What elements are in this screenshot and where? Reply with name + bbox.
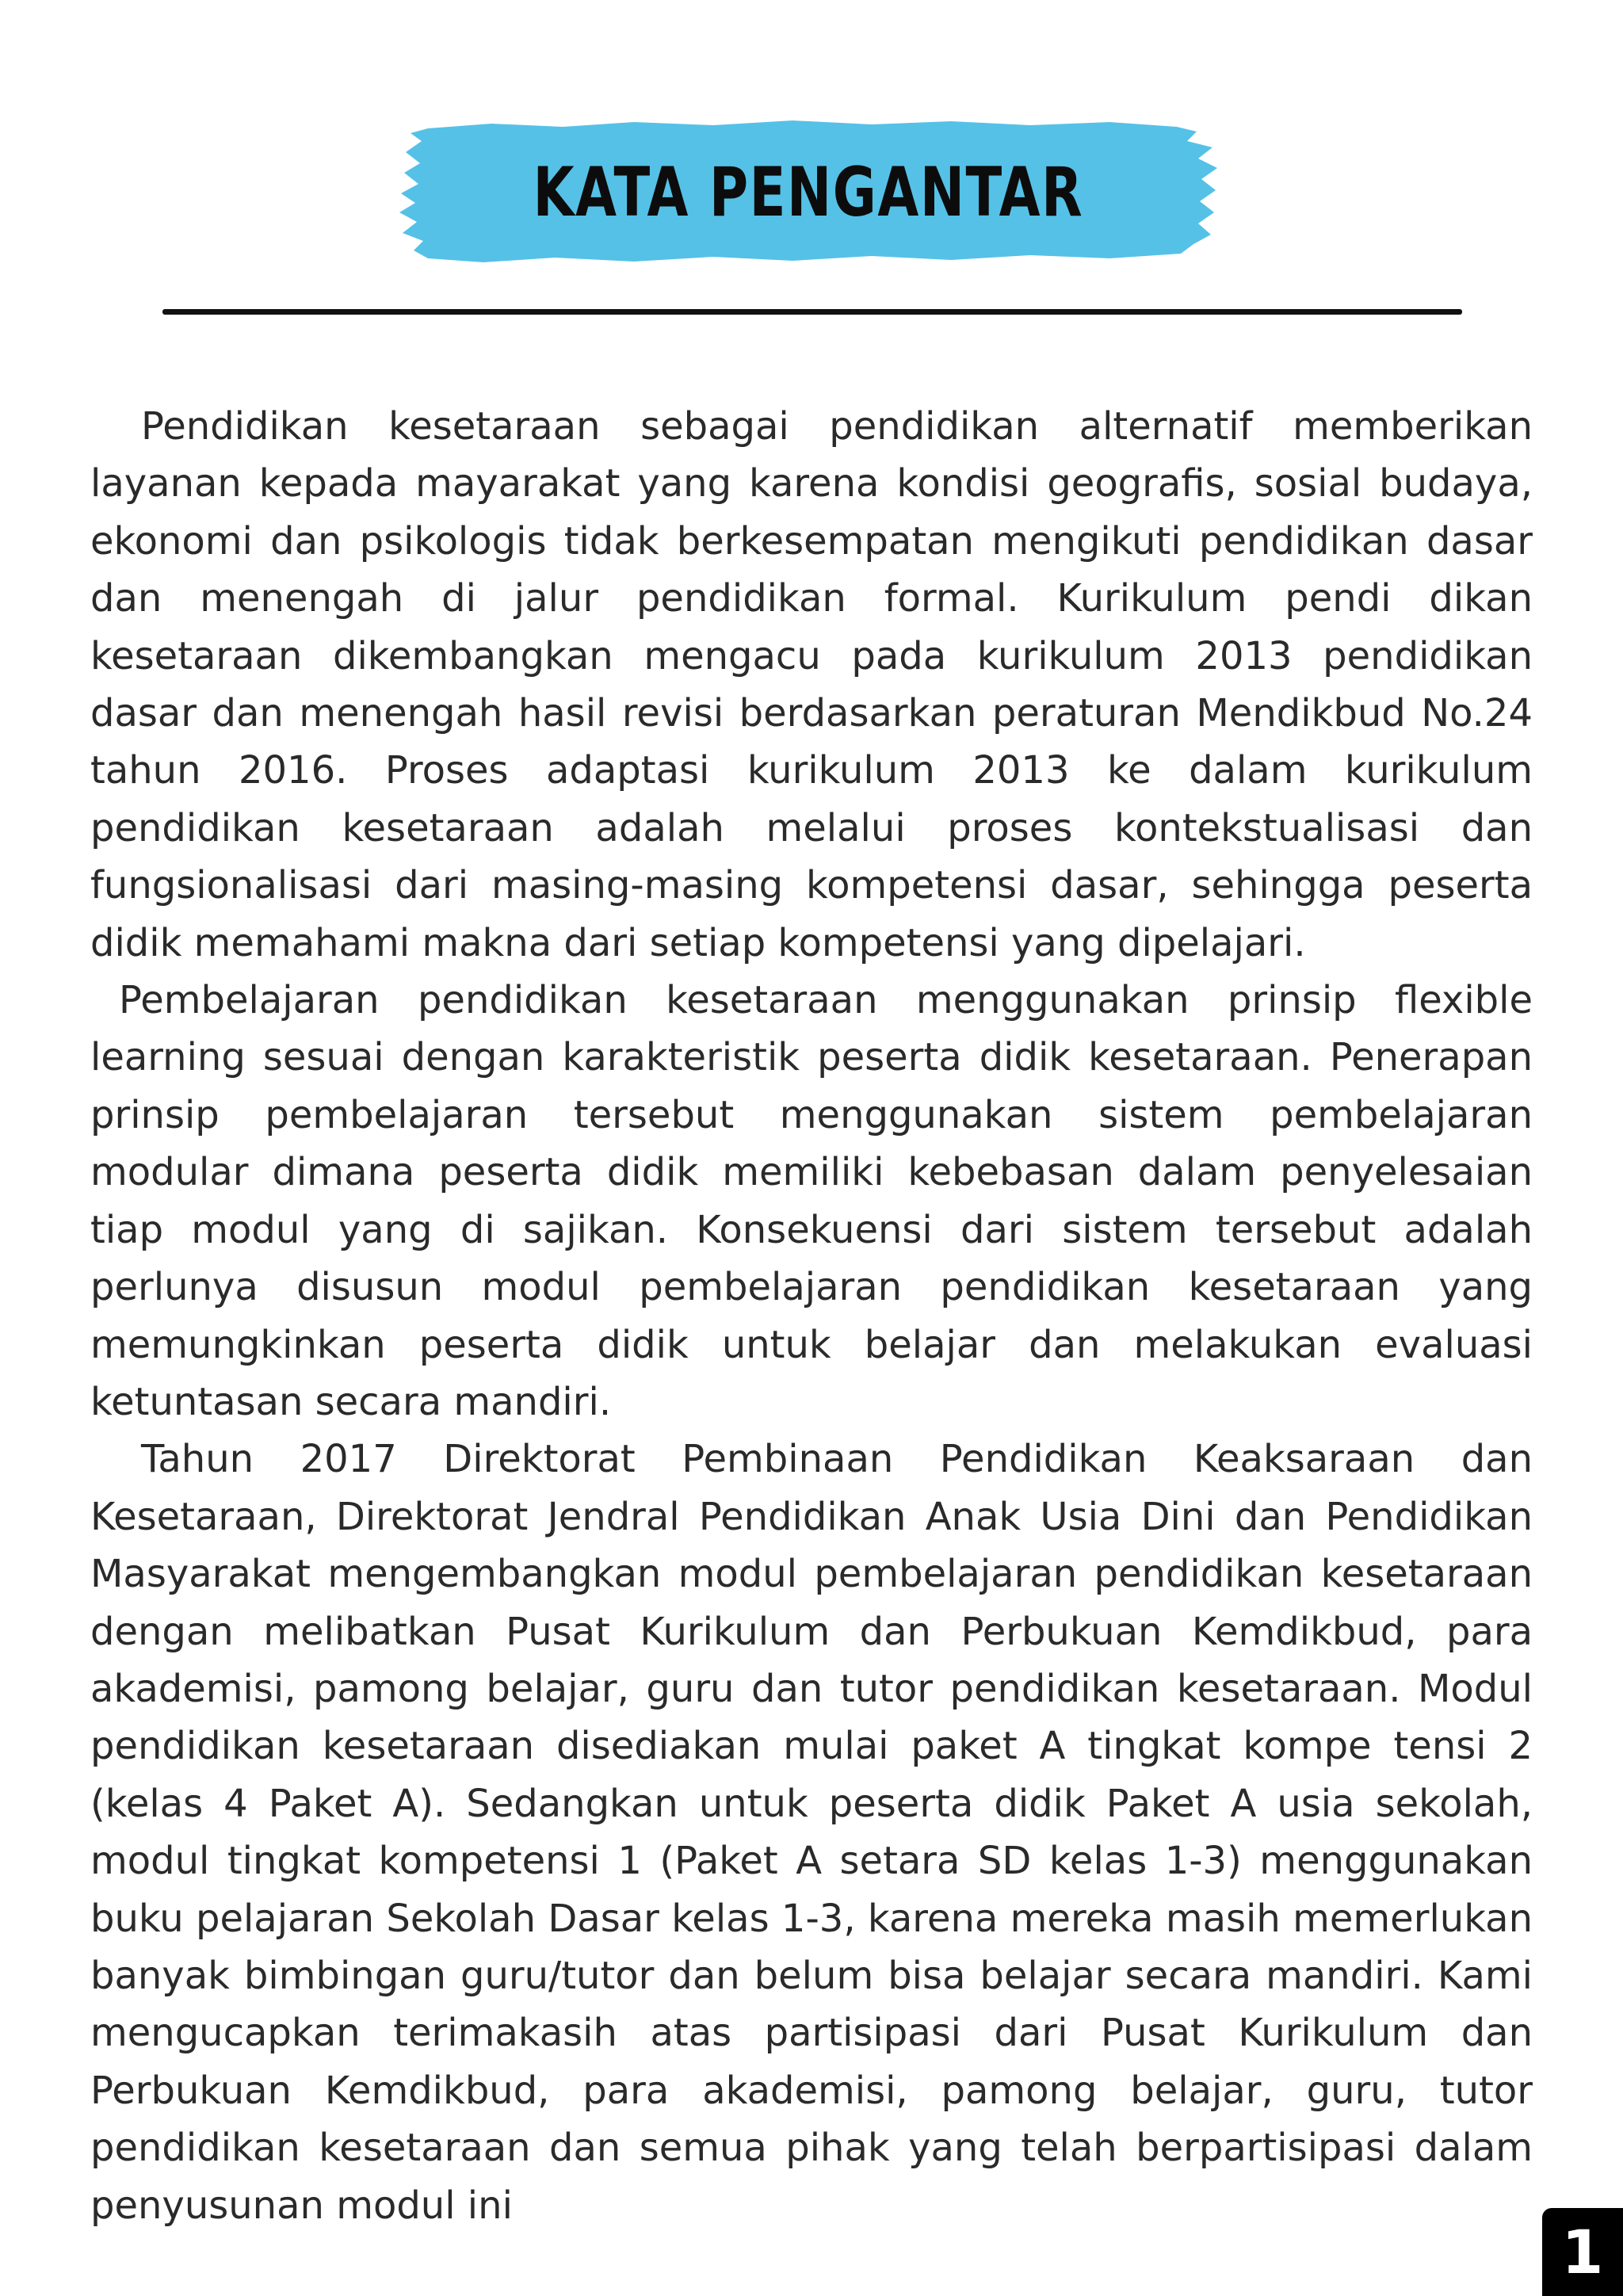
page-title: KATA PENGANTAR (533, 153, 1084, 232)
title-banner (396, 117, 1220, 268)
page-number: 1 (1542, 2208, 1623, 2296)
paragraph-3: Tahun 2017 Direktorat Pembinaan Pendidikan Keaksaraan dan Kesetaraan, Direktorat Jendral Pendidikan Anak Usia Dini dan Pendidikan Masyarakat mengembangkan modul pembelajaran pendidikan kesetaraan dengan melibatkan Pusat Kurikulum dan Perbukuan Kemdikbud, para akademisi, pamong belajar, guru dan tutor pendidikan kesetaraan. Modul pendidikan kesetaraan disediakan mulai paket A tingkat kompe tensi 2 (kelas 4 Paket A). Sedangkan untuk peserta didik Paket A usia sekolah, modul tingkat kompetensi 1 (Paket A setara SD kelas 1-3) menggunakan buku pelajaran Sekolah Dasar kelas 1-3, karena mereka masih memerlukan banyak bimbingan guru/tutor dan belum bisa belajar secara mandiri. Kami mengucapkan terimakasih atas partisipasi dari Pusat Kurikulum dan Perbukuan Kemdikbud, para akademisi, pamong belajar, guru, tutor pendidikan kesetaraan dan semua pihak yang telah berpartisipasi dalam penyusunan modul ini (90, 1437, 1533, 2228)
paragraph-1: Pendidikan kesetaraan sebagai pendidikan alternatif memberikan layanan kepada mayarakat yang karena kondisi geografis, sosial budaya, ekonomi dan psikologis tidak berkesempatan mengikuti pendidikan dasar dan menengah di jalur pendidikan formal. Kurikulum pendi dikan kesetaraan dikembangkan mengacu pada kurikulum 2013 pendidikan dasar dan menengah hasil revisi berdasarkan peraturan Mendikbud No.24 tahun 2016. Proses adaptasi kurikulum 2013 ke dalam kurikulum pendidikan kesetaraan adalah melalui proses kontekstualisasi dan fungsionalisasi dari masing-masing kompetensi dasar, sehingga peserta didik memahami makna dari setiap kompetensi yang dipelajari. (90, 404, 1533, 965)
paragraph-2: Pembelajaran pendidikan kesetaraan menggunakan prinsip flexible learning sesuai dengan karakteristik peserta didik kesetaraan. Penerapan prinsip pembelajaran tersebut menggunakan sistem pembelajaran modular dimana peserta didik memiliki kebebasan dalam penyelesaian tiap modul yang di sajikan. Konsekuensi dari sistem tersebut adalah perlunya disusun modul pembelajaran pendidikan kesetaraan yang memungkinkan peserta didik untuk belajar dan melakukan evaluasi ketuntasan secara mandiri. (90, 978, 1533, 1424)
body-text (90, 398, 1533, 2234)
title-divider (162, 309, 1462, 315)
